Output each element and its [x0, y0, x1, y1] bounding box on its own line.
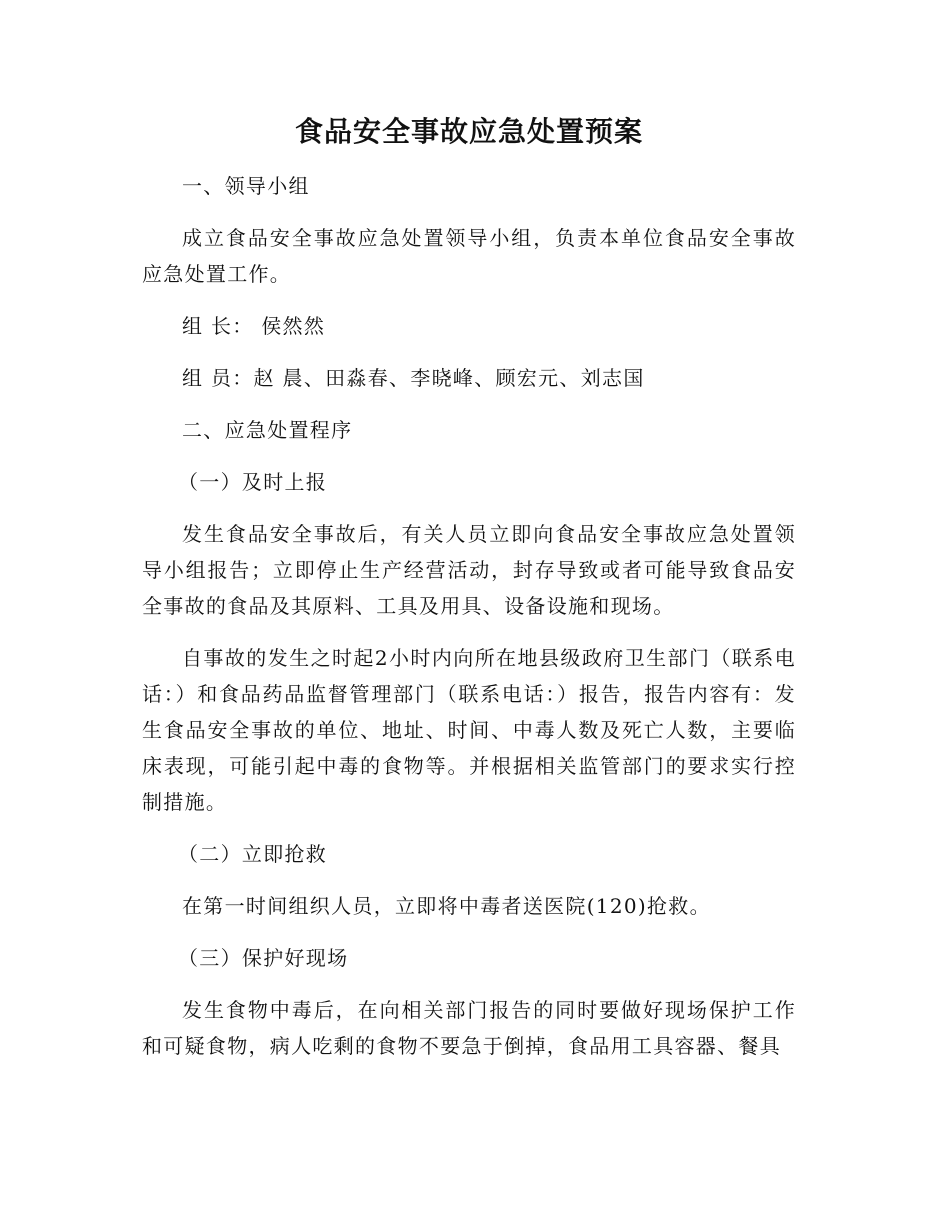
- paragraph-protect-scene: 发生食物中毒后，在向相关部门报告的同时要做好现场保护工作和可疑食物，病人吃剩的食物不要急于倒掉，食品用工具容器、餐具: [142, 998, 796, 1058]
- section-heading-procedure: 二、应急处置程序: [182, 418, 353, 442]
- document-title: 食品安全事故应急处置预案: [294, 115, 643, 148]
- paragraph-rescue: 在第一时间组织人员，立即将中毒者送医院(120)抢救。: [182, 894, 711, 918]
- paragraph-leadership: 成立食品安全事故应急处置领导小组，负责本单位食品安全事故应急处置工作。: [142, 226, 796, 286]
- subheading-protect-scene: （三）保护好现场: [178, 946, 349, 970]
- members-line: 组 员：赵 晨、田淼春、李晓峰、顾宏元、刘志国: [182, 366, 645, 390]
- document-content: [142, 112, 796, 1064]
- paragraph-report-1: 发生食品安全事故后，有关人员立即向食品安全事故应急处置领导小组报告；立即停止生产经营活动，封存导致或者可能导致食品安全事故的食品及其原料、工具及用具、设备设施和现场。: [142, 522, 796, 618]
- subheading-report: （一）及时上报: [178, 470, 328, 494]
- subheading-rescue: （二）立即抢救: [178, 842, 328, 866]
- paragraph-report-2: 自事故的发生之时起2小时内向所在地县级政府卫生部门（联系电话：）和食品药品监督管理部门（联系电话：）报告，报告内容有：发生食品安全事故的单位、地址、时间、中毒人数及死亡人数，主要临床表现，可能引起中毒的食物等。并根据相关监管部门的要求实行控制措施。: [142, 646, 796, 814]
- section-heading-leadership: 一、领导小组: [182, 174, 310, 198]
- leader-line: 组 长： 侯然然: [182, 314, 326, 338]
